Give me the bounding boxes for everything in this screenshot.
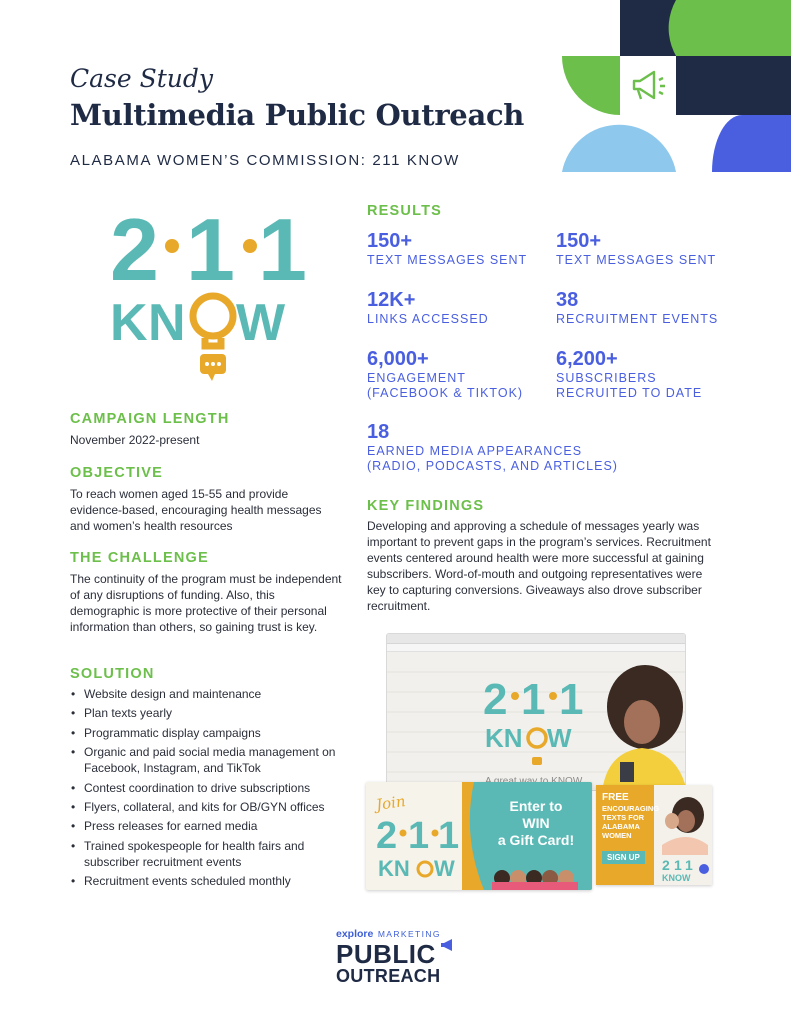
solution-item: • Organic and paid social media management on Facebook, Instagram, and TikTok — [70, 744, 350, 776]
page-title: Multimedia Public Outreach — [70, 98, 525, 132]
solution-item: • Programmatic display campaigns — [70, 725, 350, 741]
svg-text:K: K — [110, 294, 148, 352]
svg-text:W: W — [547, 723, 572, 753]
svg-text:1: 1 — [674, 857, 682, 873]
stat-label: EARNED MEDIA APPEARANCES (RADIO, PODCASTS, AND ARTICLES) — [367, 444, 618, 473]
logo-digit-1b: 1 — [258, 200, 307, 299]
card-join-text: Join — [374, 792, 407, 814]
campaign-length-text: November 2022-present — [70, 433, 200, 447]
solution-item: • Website design and maintenance — [70, 686, 350, 702]
browser-tab-bar — [387, 634, 685, 644]
211-know-logo — [108, 198, 308, 388]
flyer-signup-button: SIGN UP — [602, 851, 645, 864]
logo-digit-2: 2 — [110, 200, 159, 299]
stat-label: LINKS ACCESSED — [367, 312, 489, 326]
svg-text:1: 1 — [685, 857, 693, 873]
svg-text:W: W — [434, 856, 455, 881]
key-findings-text: Developing and approving a schedule of messages yearly was important to prevent gaps in the program’s services. Recruitment events centered around health were more successful at gaining subscribers. Word-of-mouth and outgoing representatives were key to capturing conversions. Giveaways also drove subscriber recruitment. — [367, 519, 711, 613]
objective-heading: OBJECTIVE — [70, 465, 163, 481]
objective-text: To reach women aged 15-55 and provide evidence-based, encouraging health messages and women’s health resources — [70, 487, 322, 533]
lightbulb-icon — [193, 296, 233, 346]
page-subtitle: ALABAMA WOMEN’S COMMISSION: 211 KNOW — [70, 152, 460, 169]
stat-value: 150+ — [367, 230, 413, 252]
stat-value: 6,000+ — [367, 348, 429, 370]
explore-marketing-logo — [336, 924, 456, 990]
stat-block — [367, 348, 523, 401]
solution-heading: SOLUTION — [70, 666, 155, 682]
stat-label: TEXT MESSAGES SENT — [556, 253, 717, 267]
svg-text:2: 2 — [376, 815, 398, 857]
stat-label: ENGAGEMENT (FACEBOOK & TIKTOK) — [367, 371, 524, 400]
decorative-tile-grid — [562, 0, 791, 172]
stat-label: TEXT MESSAGES SENT — [367, 253, 528, 267]
solution-item: • Contest coordination to drive subscriptions — [70, 780, 350, 796]
footer-marketing: MARKETING — [377, 929, 441, 939]
svg-text:2: 2 — [662, 857, 670, 873]
chat-bubble-icon — [200, 354, 226, 381]
footer-public: PUBLIC — [336, 939, 436, 969]
stat-block — [556, 289, 718, 327]
results-heading: RESULTS — [367, 203, 442, 219]
signup-flyer-card — [596, 785, 712, 885]
stat-value: 6,200+ — [556, 348, 618, 370]
solution-item: • Plan texts yearly — [70, 705, 350, 721]
solution-item: • Flyers, collateral, and kits for OB/GYN offices — [70, 799, 350, 815]
svg-text:KNOW: KNOW — [662, 873, 691, 883]
solution-list — [70, 686, 350, 893]
solution-item: • Press releases for earned media — [70, 818, 350, 834]
challenge-text: The continuity of the program must be independent of any disruptions of funding. Also, this demographic is more protective of their personal information than others, so gaining trust is key. — [70, 572, 342, 634]
flyer-headline: ENCOURAGING TEXTS FOR ALABAMA WOMEN — [602, 804, 660, 840]
svg-text:W: W — [236, 294, 286, 352]
stat-label: SUBSCRIBERS RECRUITED TO DATE — [556, 371, 703, 400]
svg-text:KN: KN — [378, 856, 410, 881]
case-study-kicker: Case Study — [70, 64, 214, 93]
website-mockup — [386, 633, 686, 791]
stat-value: 12K+ — [367, 289, 416, 311]
footer-outreach: OUTREACH — [336, 966, 441, 986]
footer-explore: explore — [336, 928, 374, 940]
stat-block — [556, 230, 716, 268]
website-hero — [387, 652, 686, 791]
stat-block — [367, 230, 527, 268]
woman-photo — [602, 665, 686, 791]
flyer-211-logo — [658, 855, 710, 883]
challenge-heading: THE CHALLENGE — [70, 550, 209, 566]
stat-label: RECRUITMENT EVENTS — [556, 312, 719, 326]
stat-block — [367, 421, 618, 474]
campaign-length-heading: CAMPAIGN LENGTH — [70, 411, 230, 427]
logo-digit-1: 1 — [186, 200, 235, 299]
key-findings-heading: KEY FINDINGS — [367, 498, 485, 514]
contest-ad-card — [366, 782, 592, 890]
svg-text:1: 1 — [559, 675, 584, 724]
stat-value: 150+ — [556, 230, 602, 252]
svg-text:N: N — [148, 294, 186, 352]
stat-value: 38 — [556, 289, 579, 311]
card-enter-to-win: Enter to WIN a Gift Card! — [497, 798, 575, 848]
stat-value: 18 — [367, 421, 390, 443]
solution-item: • Recruitment events scheduled monthly — [70, 873, 350, 889]
flyer-free: FREE — [602, 792, 629, 803]
megaphone-icon — [440, 938, 456, 952]
browser-address-bar — [387, 644, 685, 652]
stat-block — [556, 348, 702, 401]
stat-block — [367, 289, 489, 327]
svg-text:1: 1 — [521, 675, 546, 724]
solution-item: • Trained spokespeople for health fairs and subscriber recruitment events — [70, 838, 350, 870]
card-211-logo — [372, 808, 464, 888]
svg-text:2: 2 — [483, 675, 508, 724]
svg-text:KN: KN — [485, 723, 523, 753]
svg-text:1: 1 — [408, 815, 430, 857]
svg-text:1: 1 — [438, 815, 460, 857]
